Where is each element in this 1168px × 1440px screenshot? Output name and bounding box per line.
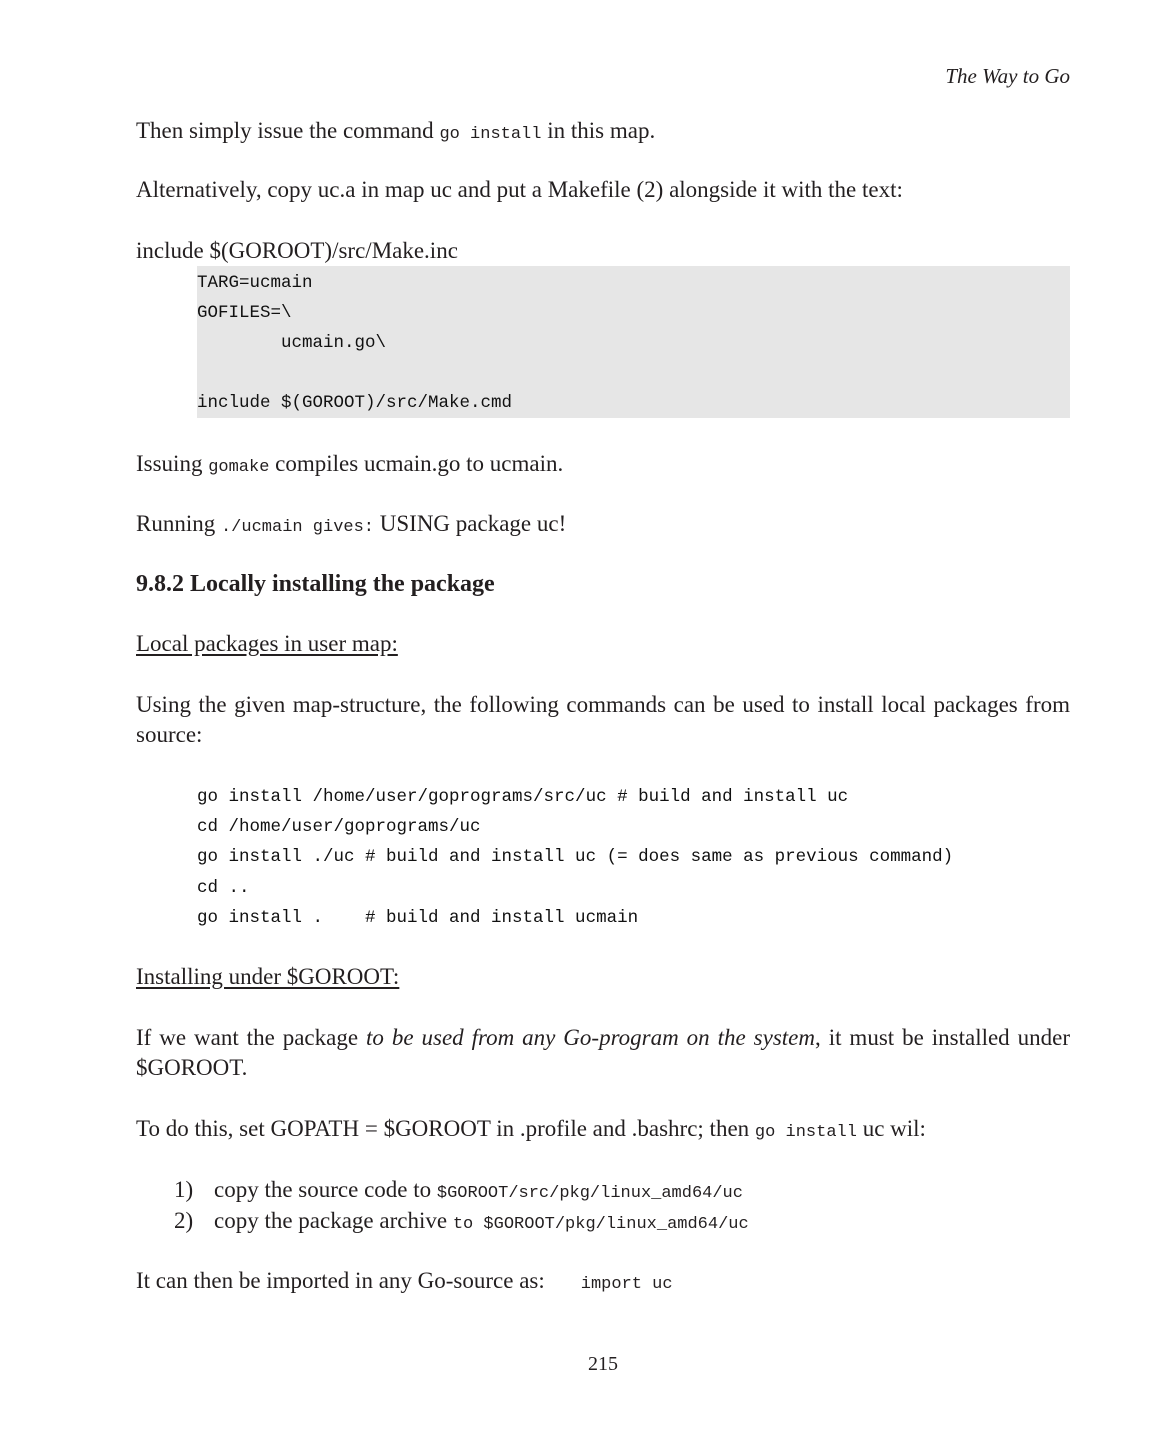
- paragraph: Alternatively, copy uc.a in map uc and put a Makefile (2) alongside it with the text:: [136, 177, 903, 202]
- inline-code: go install: [754, 1123, 857, 1142]
- page-number: 215: [588, 1353, 618, 1375]
- list-item: [174, 1175, 743, 1209]
- paragraph: include $(GOROOT)/src/Make.inc: [136, 238, 458, 263]
- inline-code: import uc: [580, 1275, 673, 1294]
- code-line: GOFILES=\: [197, 303, 292, 323]
- text: copy the package archive: [214, 1208, 453, 1233]
- inline-code: ./ucmain gives:: [220, 518, 375, 537]
- code-line: ucmain.go\: [197, 333, 387, 353]
- text: Issuing: [136, 451, 209, 476]
- paragraph: [136, 1114, 1070, 1148]
- command-line: go install ./uc # build and install uc (= does same as previous command): [197, 847, 954, 867]
- command-line: go install . # build and install ucmain: [197, 908, 639, 928]
- text: Then simply issue the command: [136, 118, 440, 143]
- paragraph: [136, 509, 1070, 543]
- emphasis: to be used from any Go-program on the system: [366, 1025, 815, 1050]
- inline-code: go install: [439, 125, 542, 144]
- list-number: 2): [174, 1208, 194, 1233]
- running-header: The Way to Go: [945, 64, 1070, 88]
- paragraph: [136, 449, 1070, 483]
- section-heading: 9.8.2 Locally installing the package: [136, 571, 495, 597]
- text: , it must be installed under $GOROOT.: [136, 1025, 1070, 1080]
- text: Running: [136, 511, 221, 536]
- code-line: TARG=ucmain: [197, 273, 313, 293]
- text: in this map.: [541, 118, 656, 143]
- paragraph: [136, 116, 1070, 150]
- paragraph: Using the given map-structure, the following commands can be used to install local packages from source:: [136, 692, 1070, 747]
- list-item: [174, 1206, 749, 1240]
- command-line: cd /home/user/goprograms/uc: [197, 817, 481, 837]
- paragraph: [136, 1023, 1070, 1083]
- inline-code: to $GOROOT/pkg/linux_amd64/uc: [452, 1215, 749, 1234]
- list-number: 1): [174, 1177, 194, 1202]
- command-line: go install /home/user/goprograms/src/uc # build and install uc: [197, 787, 849, 807]
- text: copy the source code to: [214, 1177, 437, 1202]
- text: It can then be imported in any Go-source as:: [136, 1268, 545, 1293]
- text: compiles ucmain.go to ucmain.: [269, 451, 564, 476]
- inline-code: gomake: [208, 458, 270, 477]
- command-line: cd ..: [197, 878, 250, 898]
- subheading: Installing under $GOROOT:: [136, 964, 400, 989]
- inline-code: $GOROOT/src/pkg/linux_amd64/uc: [436, 1184, 743, 1203]
- text: To do this, set GOPATH = $GOROOT in .profile and .bashrc; then: [136, 1116, 755, 1141]
- text: USING package uc!: [374, 511, 567, 536]
- text: If we want the package: [136, 1025, 367, 1050]
- text: uc wil:: [856, 1116, 926, 1141]
- code-line: include $(GOROOT)/src/Make.cmd: [197, 393, 513, 413]
- subheading: Local packages in user map:: [136, 631, 398, 656]
- paragraph: [136, 1266, 1070, 1300]
